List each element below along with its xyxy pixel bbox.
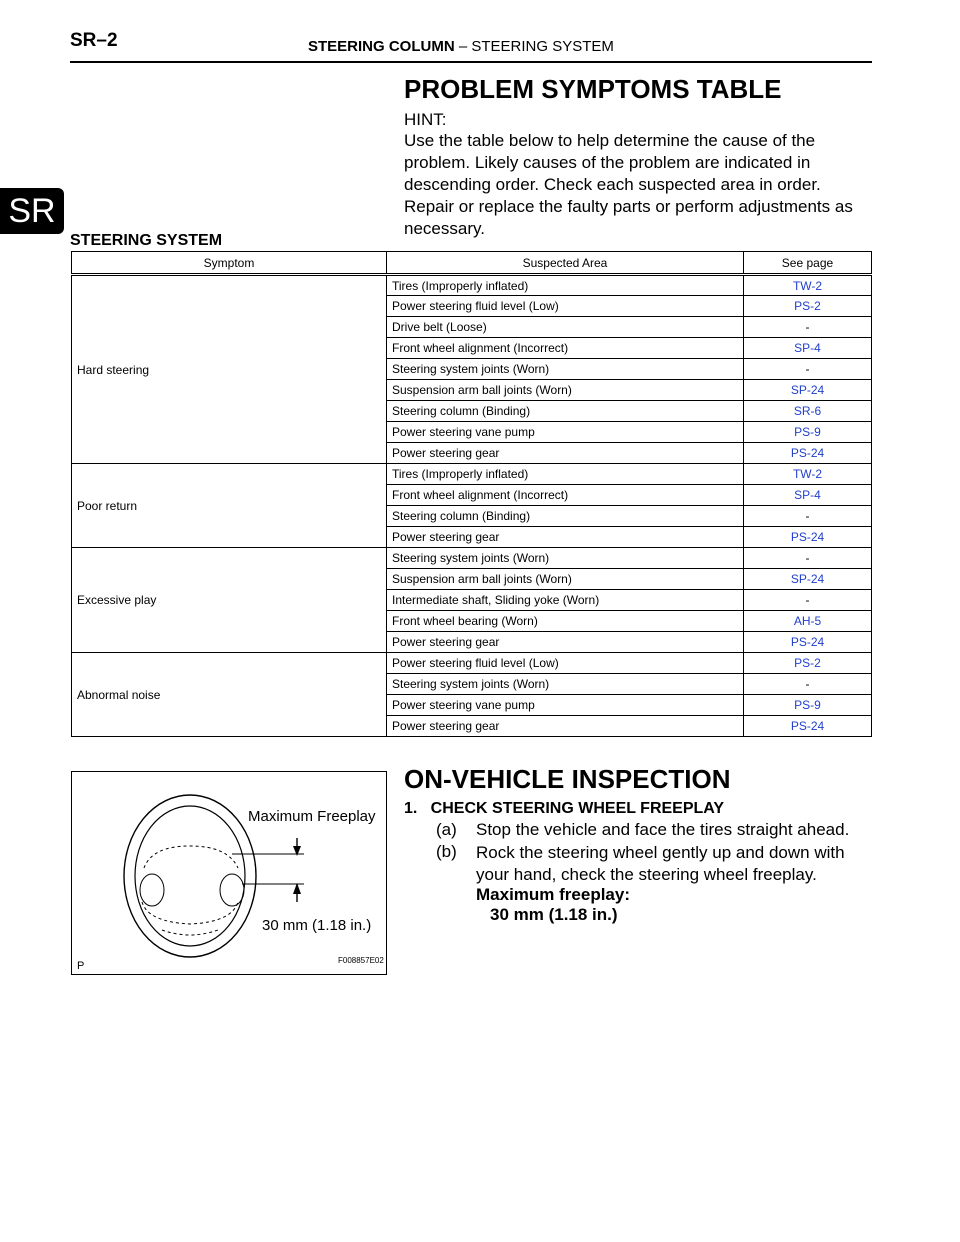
hint-label: HINT: (404, 110, 447, 129)
section-side-tab[interactable]: SR (0, 188, 64, 234)
header-title-bold: STEERING COLUMN (308, 38, 455, 55)
spec-label: Maximum freeplay: (476, 885, 630, 904)
suspected-area-cell: Steering column (Binding) (387, 401, 744, 422)
step-1-heading: 1. CHECK STEERING WHEEL FREEPLAY (404, 800, 725, 817)
suspected-area-cell: Steering column (Binding) (387, 506, 744, 527)
table-header-row (72, 252, 872, 275)
column-header-see-page: See page (744, 252, 872, 275)
substep-a-text: Stop the vehicle and face the tires straight ahead. (476, 820, 850, 839)
hint-text: Use the table below to help determine the cause of the problem. Likely causes of the problem are indicated in descending order. Check each suspected area in order. Repair or replace the faulty parts or perform adjustments as necessary. (404, 131, 853, 238)
see-page-cell: - (744, 674, 872, 695)
table-row (72, 653, 872, 674)
suspected-area-cell: Power steering fluid level (Low) (387, 296, 744, 317)
suspected-area-cell: Drive belt (Loose) (387, 317, 744, 338)
see-page-link[interactable]: PS-24 (744, 716, 872, 737)
table-row (72, 464, 872, 485)
see-page-link[interactable]: SP-24 (744, 380, 872, 401)
steering-wheel-figure (71, 771, 387, 975)
see-page-link[interactable]: SR-6 (744, 401, 872, 422)
column-header-symptom: Symptom (72, 252, 387, 275)
see-page-link[interactable]: PS-2 (744, 653, 872, 674)
suspected-area-cell: Steering system joints (Worn) (387, 359, 744, 380)
problem-symptoms-table (71, 251, 872, 737)
see-page-link[interactable]: SP-4 (744, 338, 872, 359)
suspected-area-cell: Tires (Improperly inflated) (387, 464, 744, 485)
suspected-area-cell: Power steering gear (387, 716, 744, 737)
suspected-area-cell: Front wheel alignment (Incorrect) (387, 485, 744, 506)
symptom-cell: Hard steering (72, 275, 387, 464)
figure-label-measurement: 30 mm (1.18 in.) (262, 917, 372, 934)
figure-corner-mark: P (77, 960, 85, 972)
see-page-cell: - (744, 548, 872, 569)
suspected-area-cell: Steering system joints (Worn) (387, 548, 744, 569)
see-page-link[interactable]: SP-24 (744, 569, 872, 590)
symptom-cell: Poor return (72, 464, 387, 548)
steering-wheel-illustration (72, 772, 386, 974)
section-title-problem-symptoms: PROBLEM SYMPTOMS TABLE (404, 74, 782, 104)
see-page-link[interactable]: PS-24 (744, 443, 872, 464)
suspected-area-cell: Power steering vane pump (387, 695, 744, 716)
suspected-area-cell: Front wheel alignment (Incorrect) (387, 338, 744, 359)
column-header-suspected-area: Suspected Area (387, 252, 744, 275)
see-page-cell: - (744, 359, 872, 380)
see-page-link[interactable]: SP-4 (744, 485, 872, 506)
symptom-cell: Excessive play (72, 548, 387, 653)
table-section-label: STEERING SYSTEM (70, 232, 223, 249)
see-page-cell: - (744, 506, 872, 527)
suspected-area-cell: Power steering gear (387, 527, 744, 548)
spec-value: 30 mm (1.18 in.) (490, 905, 618, 924)
header-divider (70, 61, 872, 63)
section-title-on-vehicle-inspection: ON-VEHICLE INSPECTION (404, 764, 731, 794)
suspected-area-cell: Front wheel bearing (Worn) (387, 611, 744, 632)
see-page-link[interactable]: TW-2 (744, 275, 872, 296)
see-page-cell: - (744, 317, 872, 338)
see-page-link[interactable]: TW-2 (744, 464, 872, 485)
see-page-link[interactable]: PS-24 (744, 632, 872, 653)
see-page-link[interactable]: PS-2 (744, 296, 872, 317)
header-title-rest: – STEERING SYSTEM (458, 38, 614, 55)
suspected-area-cell: Power steering fluid level (Low) (387, 653, 744, 674)
see-page-link[interactable]: PS-9 (744, 695, 872, 716)
page-header-title (308, 38, 614, 55)
table-body (72, 275, 872, 737)
suspected-area-cell: Suspension arm ball joints (Worn) (387, 569, 744, 590)
suspected-area-cell: Power steering gear (387, 443, 744, 464)
see-page-link[interactable]: PS-24 (744, 527, 872, 548)
substep-b-text: Rock the steering wheel gently up and down with your hand, check the steering wheel freeplay. (476, 843, 845, 884)
see-page-cell: - (744, 590, 872, 611)
page-code: SR–2 (70, 30, 118, 51)
see-page-link[interactable]: PS-9 (744, 422, 872, 443)
suspected-area-cell: Power steering vane pump (387, 422, 744, 443)
table-row (72, 548, 872, 569)
substep-a-letter: (a) (436, 820, 457, 839)
suspected-area-cell: Steering system joints (Worn) (387, 674, 744, 695)
symptom-cell: Abnormal noise (72, 653, 387, 737)
suspected-area-cell: Intermediate shaft, Sliding yoke (Worn) (387, 590, 744, 611)
substep-b-letter: (b) (436, 842, 457, 861)
figure-label-maximum-freeplay: Maximum Freeplay (248, 808, 376, 825)
suspected-area-cell: Tires (Improperly inflated) (387, 275, 744, 296)
table-row (72, 275, 872, 296)
figure-code: F008857E02 (338, 956, 384, 965)
suspected-area-cell: Suspension arm ball joints (Worn) (387, 380, 744, 401)
see-page-link[interactable]: AH-5 (744, 611, 872, 632)
suspected-area-cell: Power steering gear (387, 632, 744, 653)
